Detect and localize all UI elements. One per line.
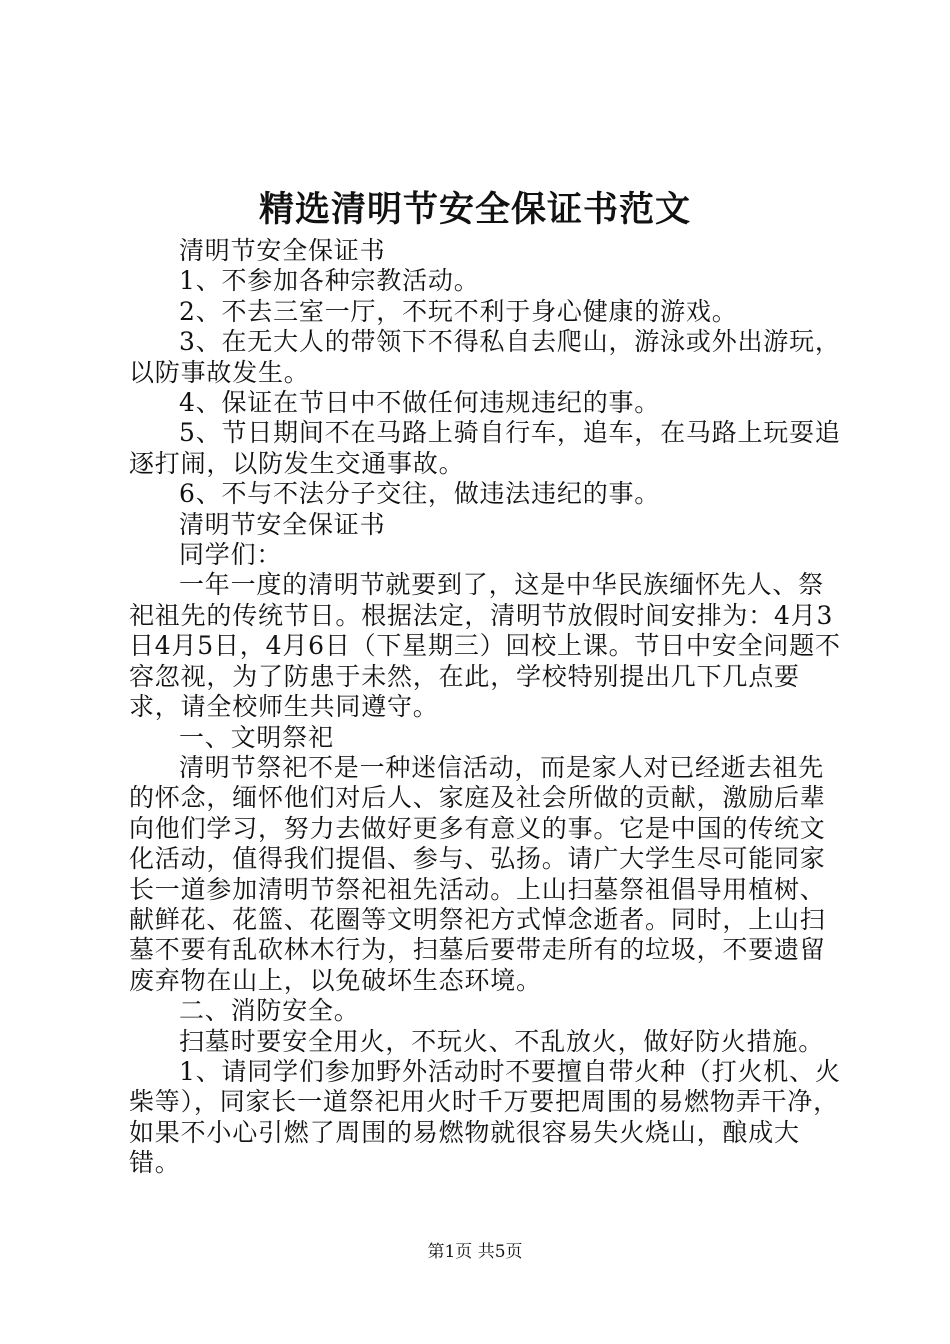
paragraph: 5、节日期间不在马路上骑自行车，追车，在马路上玩耍追逐打闹，以防发生交通事故。 <box>129 418 841 478</box>
paragraph: 清明节安全保证书 <box>179 236 386 265</box>
paragraph: 扫墓时要安全用火，不玩火、不乱放火，做好防火措施。 <box>179 1026 825 1056</box>
section-heading: 二、消防安全。 <box>179 996 360 1026</box>
page-number-footer: 第1页 共5页 <box>427 1242 523 1262</box>
paragraph: 6、不与不法分子交往，做违法违纪的事。 <box>179 479 661 509</box>
paragraph: 2、不去三室一厅，不玩不利于身心健康的游戏。 <box>179 296 738 326</box>
paragraph: 一年一度的清明节就要到了，这是中华民族缅怀先人、祭祀祖先的传统节日。根据法定，清明节放假时间安排为：4月3日4月5日，4月6日（下星期三）回校上课。节日中安全问题不容忽视，为了防患于未然，在此，学校特别提出几下几点要求，请全校师生共同遵守。 <box>129 570 841 722</box>
paragraph: 清明节安全保证书 <box>179 509 386 539</box>
paragraph: 清明节祭祀不是一种迷信活动，而是家人对已经逝去祖先的怀念，缅怀他们对后人、家庭及社会所做的贡献，激励后辈向他们学习，努力去做好更多有意义的事。它是中国的传统文化活动，值得我们提倡、参与、弘扬。请广大学生尽可能同家长一道参加清明节祭祀祖先活动。上山扫墓祭祖倡导用植树、献鲜花、花篮、花圈等文明祭祀方式悼念逝者。同时，上山扫墓不要有乱砍林木行为，扫墓后要带走所有的垃圾，不要遗留废弃物在山上，以免破坏生态环境。 <box>129 752 826 995</box>
paragraph: 1、请同学们参加野外活动时不要擅自带火种（打火机、火柴等），同家长一道祭祀用火时千万要把周围的易燃物弄干净，如果不小心引燃了周围的易燃物就很容易失火烧山，酿成大错。 <box>129 1056 841 1178</box>
paragraph: 同学们： <box>179 540 283 570</box>
document-title: 精选清明节安全保证书范文 <box>258 189 691 230</box>
paragraph: 1、不参加各种宗教活动。 <box>179 266 480 296</box>
document-body <box>129 236 849 1179</box>
paragraph: 4、保证在节日中不做任何违规违纪的事。 <box>179 388 661 418</box>
section-heading: 一、文明祭祀 <box>179 722 334 752</box>
paragraph: 3、在无大人的带领下不得私自去爬山，游泳或外出游玩，以防事故发生。 <box>129 327 841 387</box>
